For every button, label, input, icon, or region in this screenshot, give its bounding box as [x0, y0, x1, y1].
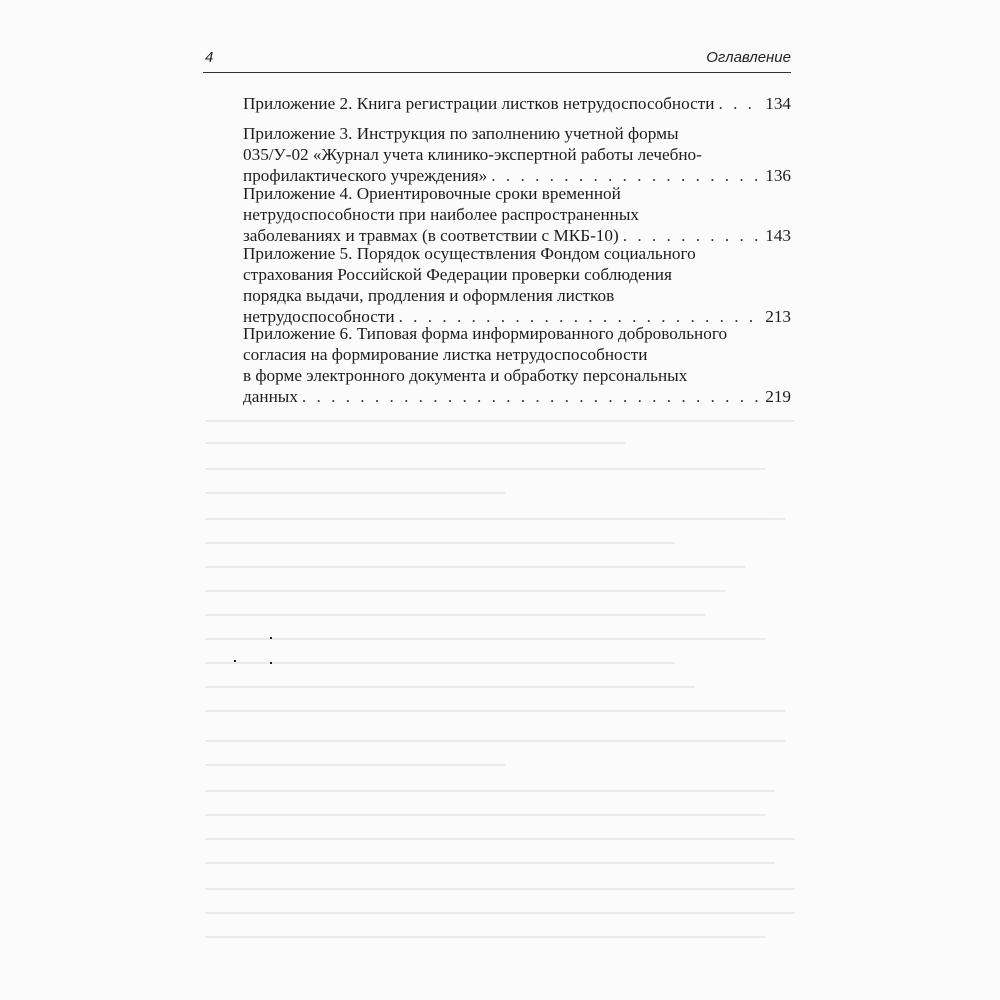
reverse-side-bleed-through [205, 410, 795, 950]
toc-entry-title-line: порядка выдачи, продления и оформления листков [243, 286, 615, 305]
toc-entry-appendix-6 [243, 323, 791, 407]
toc-page-number: 213 [765, 307, 791, 326]
toc-entry-title-line: в форме электронного документа и обработку персональных [243, 366, 688, 385]
toc-entry-appendix-5 [243, 243, 791, 327]
toc-page-number: 134 [765, 94, 791, 113]
dot-leader [302, 386, 761, 407]
page-number: 4 [205, 49, 214, 66]
toc-entry-title-line: Приложение 3. Инструкция по заполнению учетной формы [243, 124, 679, 143]
toc-entry-title-last-line: Приложение 2. Книга регистрации листков нетрудоспособности [243, 94, 715, 113]
toc-page-number: 136 [765, 166, 791, 185]
dot-leader [718, 93, 761, 114]
toc-entry-title-line: нетрудоспособности при наиболее распространенных [243, 205, 640, 224]
toc-entry-title-line: согласия на формирование листка нетрудоспособности [243, 345, 648, 364]
print-speck [234, 660, 236, 662]
toc-entry-title-line: Приложение 4. Ориентировочные сроки временной [243, 184, 621, 203]
print-speck [270, 637, 272, 639]
header-rule [203, 72, 791, 73]
running-title: Оглавление [706, 49, 791, 66]
toc-entry-title-last-line: данных [243, 387, 298, 406]
toc-page-number: 143 [765, 226, 791, 245]
toc-entry-title-line: страхования Российской Федерации проверки соблюдения [243, 265, 672, 284]
toc-entry-title-line: Приложение 6. Типовая форма информированного добровольного [243, 324, 728, 343]
toc-entry-appendix-2 [243, 93, 791, 114]
toc-entry-appendix-3 [243, 123, 791, 186]
toc-entry-title-last-line: профилактического учреждения» [243, 166, 488, 185]
toc-entry-title-line: 035/У-02 «Журнал учета клинико-экспертной работы лечебно- [243, 145, 702, 164]
page-header [203, 48, 791, 74]
print-speck [270, 662, 272, 664]
toc-page-number: 219 [765, 387, 791, 406]
toc-entry-title-last-line: заболеваниях и травмах (в соответствии с МКБ-10) [243, 226, 619, 245]
toc-entry-title-last-line: нетрудоспособности [243, 307, 395, 326]
toc-entry-title-line: Приложение 5. Порядок осуществления Фондом социального [243, 244, 696, 263]
toc-entry-appendix-4 [243, 183, 791, 246]
